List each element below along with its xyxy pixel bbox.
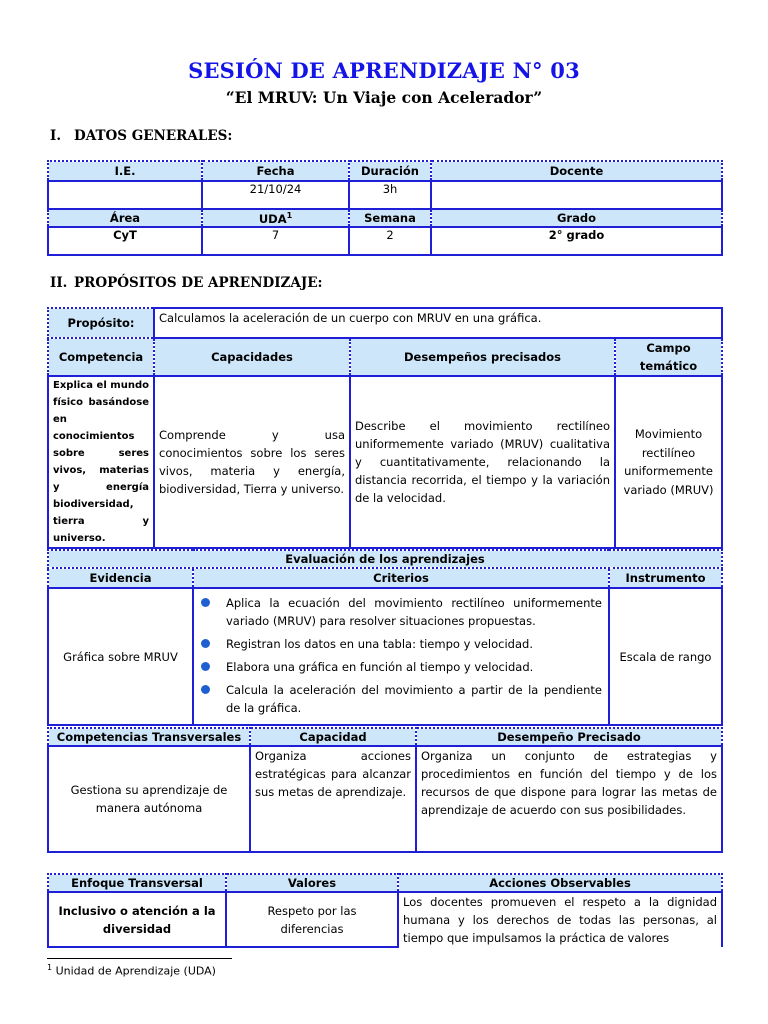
capacidades-text: Comprende y usa conocimientos sobre los seres vivos, materia y energía, biodiversidad, Tierra y universo. xyxy=(154,376,350,548)
section-datos-generales-heading xyxy=(50,128,232,144)
value-duracion: 3h xyxy=(349,181,431,209)
value-grado: 2° grado xyxy=(431,227,722,255)
enfoque-table xyxy=(47,873,723,948)
section-number: I. xyxy=(50,128,62,144)
footnote xyxy=(47,963,216,978)
desempeno-precisado-text: Organiza un conjunto de estrategias y procedimientos en función del tiempo y de los recursos de que dispone para lograr las metas de aprendizaje de acuerdo con sus posibilidades. xyxy=(416,746,722,852)
proposito-label: Propósito: xyxy=(48,308,154,338)
transversales-table xyxy=(47,727,723,853)
campo-tematico-text: Movimiento rectilíneo uniformemente variado (MRUV) xyxy=(615,376,722,548)
header-capacidades: Capacidades xyxy=(154,338,350,376)
list-item: Aplica la ecuación del movimiento rectilíneo uniformemente variado (MRUV) para resolver situaciones propuestas. xyxy=(226,594,602,630)
header-docente: Docente xyxy=(431,161,722,181)
document-subtitle: “El MRUV: Un Viaje con Acelerador” xyxy=(225,88,543,107)
list-item: Calcula la aceleración del movimiento a partir de la pendiente de la gráfica. xyxy=(226,681,602,717)
header-evidencia: Evidencia xyxy=(48,568,193,588)
header-valores: Valores xyxy=(226,874,398,892)
header-area: Área xyxy=(48,209,202,227)
header-grado: Grado xyxy=(431,209,722,227)
header-uda xyxy=(202,209,349,227)
bullet-icon xyxy=(201,685,210,694)
section-number: II. xyxy=(50,275,68,291)
capacidad-text: Organiza acciones estratégicas para alcanzar sus metas de aprendizaje. xyxy=(250,746,416,852)
evaluacion-title: Evaluación de los aprendizajes xyxy=(48,550,722,568)
footnote-mark: 1 xyxy=(47,963,53,972)
propositos-table xyxy=(47,307,723,549)
header-criterios: Criterios xyxy=(193,568,609,588)
header-duracion: Duración xyxy=(349,161,431,181)
value-area: CyT xyxy=(48,227,202,255)
header-semana: Semana xyxy=(349,209,431,227)
proposito-text: Calculamos la aceleración de un cuerpo con MRUV en una gráfica. xyxy=(154,308,722,338)
footnote-ref: 1 xyxy=(286,210,293,220)
header-capacidad: Capacidad xyxy=(250,728,416,746)
section-propositos-heading xyxy=(50,275,323,291)
evidencia-text: Gráfica sobre MRUV xyxy=(48,588,193,725)
header-desempeno-precisado: Desempeño Precisado xyxy=(416,728,722,746)
enfoque-text: Inclusivo o atención a la diversidad xyxy=(48,892,226,947)
header-enfoque-transversal: Enfoque Transversal xyxy=(48,874,226,892)
footnote-divider xyxy=(47,958,232,959)
section-title: PROPÓSITOS DE APRENDIZAJE: xyxy=(74,275,323,291)
value-ie xyxy=(48,181,202,209)
bullet-icon xyxy=(201,662,210,671)
valores-text: Respeto por las diferencias xyxy=(226,892,398,947)
header-competencia: Competencia xyxy=(48,338,154,376)
instrumento-text: Escala de rango xyxy=(609,588,722,725)
list-item: Registran los datos en una tabla: tiempo y velocidad. xyxy=(226,635,602,653)
bullet-icon xyxy=(201,598,210,607)
header-competencias-transversales: Competencias Transversales xyxy=(48,728,250,746)
header-instrumento: Instrumento xyxy=(609,568,722,588)
acciones-observables-text: Los docentes promueven el respeto a la dignidad humana y los derechos de todas las personas, al tiempo que impulsamos la práctica de valores xyxy=(398,892,722,947)
document-title: SESIÓN DE APRENDIZAJE N° 03 xyxy=(188,58,580,83)
list-item: Elabora una gráfica en función al tiempo y velocidad. xyxy=(226,658,602,676)
bullet-icon xyxy=(201,639,210,648)
criterios-list xyxy=(198,594,602,717)
section-title: DATOS GENERALES: xyxy=(74,128,233,144)
header-acciones-observables: Acciones Observables xyxy=(398,874,722,892)
competencia-transversal-text: Gestiona su aprendizaje de manera autónoma xyxy=(48,746,250,852)
evaluacion-table xyxy=(47,549,723,726)
header-uda-label: UDA xyxy=(258,211,287,226)
footnote-text: Unidad de Aprendizaje (UDA) xyxy=(55,964,216,978)
value-uda: 7 xyxy=(202,227,349,255)
header-campo-tematico: Campo temático xyxy=(615,338,722,376)
header-fecha: Fecha xyxy=(202,161,349,181)
value-semana: 2 xyxy=(349,227,431,255)
header-desempenos: Desempeños precisados xyxy=(350,338,615,376)
header-ie: I.E. xyxy=(48,161,202,181)
desempenos-text: Describe el movimiento rectilíneo uniformemente variado (MRUV) cualitativa y cuantitativamente, relacionando la distancia recorrida, el tiempo y la variación de la velocidad. xyxy=(350,376,615,548)
value-docente xyxy=(431,181,722,209)
value-fecha: 21/10/24 xyxy=(202,181,349,209)
criterios-list-cell xyxy=(193,588,609,725)
competencia-text: Explica el mundo físico basándose en conocimientos sobre seres vivos, materias y energía biodiversidad, tierra y universo. xyxy=(48,376,154,548)
datos-generales-table xyxy=(47,160,723,256)
